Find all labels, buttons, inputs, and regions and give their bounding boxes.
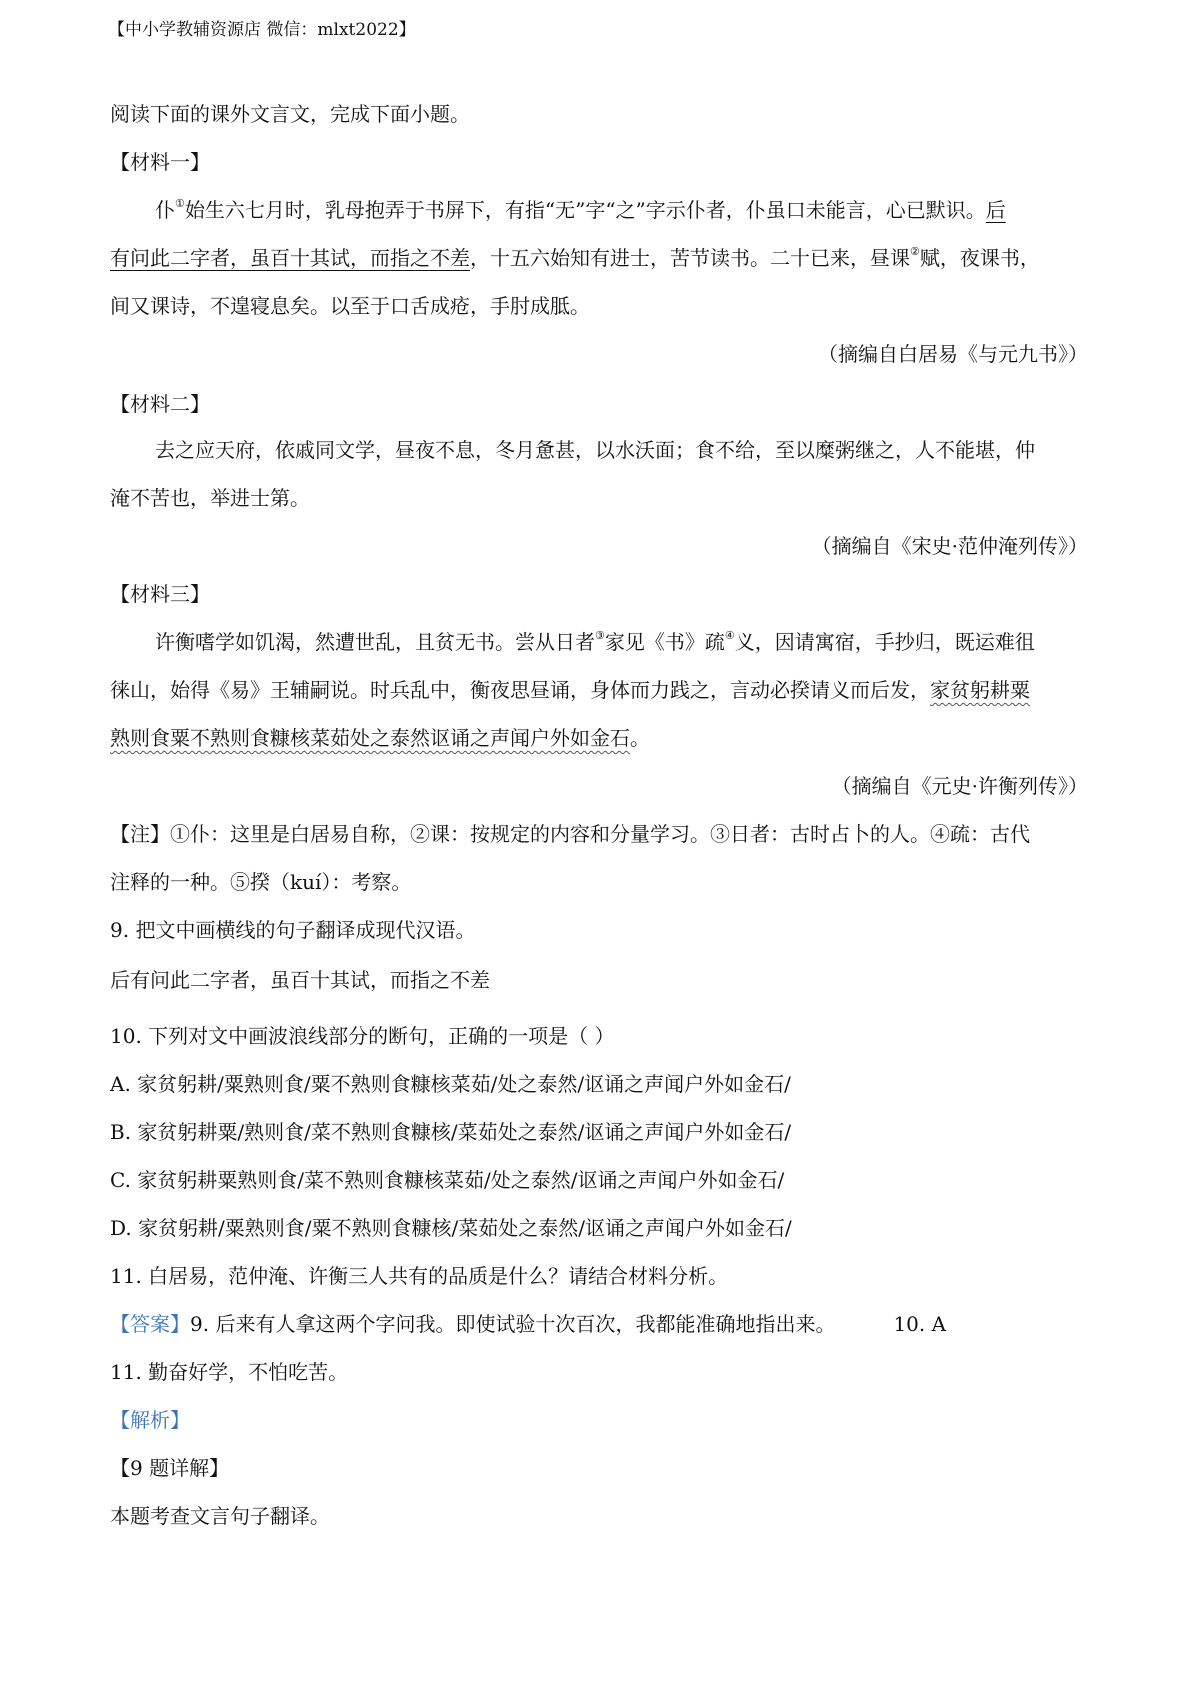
question-10-option-d: D. 家贫躬耕/粟熟则食/粟不熟则食糠核/菜茹处之泰然/讴诵之声闻户外如金石/ — [110, 1216, 792, 1240]
analysis-text: 本题考查文言句子翻译。 — [110, 1504, 330, 1528]
intro-instruction: 阅读下面的课外文言文，完成下面小题。 — [110, 102, 470, 126]
material3-text: 徕山，始得《易》王辅嗣说。时兵乱中，衡夜思昼诵，身体而力践之，言动必揆请义而后发， — [110, 678, 930, 702]
material1-text: ，十五六始知有进士，苦节读书。二十已来，昼课 — [470, 246, 910, 270]
answer-line1 — [110, 1310, 946, 1338]
material3-line2 — [110, 676, 1030, 704]
material1-text: 始生六七月时，乳母抱弄于书屏下，有指“无”字“之”字示仆者，仆虽口未能言，心已默识。 — [184, 198, 986, 222]
footnote-marker: ② — [910, 245, 920, 259]
material3-line3 — [110, 724, 650, 752]
material1-line1 — [155, 196, 1006, 224]
question-10-option-b: B. 家贫躬耕粟/熟则食/菜不熟则食糠核/菜茹处之泰然/讴诵之声闻户外如金石/ — [110, 1120, 792, 1144]
footnote-marker: ④ — [724, 629, 735, 643]
notes-line2: 注释的一种。⑤揆（kuí）：考察。 — [110, 870, 412, 894]
notes-line1: 【注】①仆：这里是白居易自称，②课：按规定的内容和分量学习。③日者：古时占卜的人。④疏：古代 — [110, 822, 1030, 846]
analysis-subheading: 【9 题详解】 — [110, 1456, 230, 1480]
material3-source: （摘编自《元史·许衡列传》） — [831, 774, 1088, 798]
underlined-sentence: 后 — [985, 198, 1006, 222]
material3-text: 家见《书》疏 — [604, 630, 725, 654]
wavy-underlined-passage: 熟则食粟不熟则食糠核菜茹处之泰然讴诵之声闻户外如金石 — [110, 726, 630, 750]
question-9-sentence: 后有问此二字者，虽百十其试，而指之不差 — [110, 968, 490, 992]
wavy-underlined-passage: 家贫躬耕粟 — [930, 678, 1030, 702]
question-9-prompt: 9. 把文中画横线的句子翻译成现代汉语。 — [110, 918, 476, 942]
footnote-marker: ③ — [595, 629, 605, 643]
material1-text: 仆 — [155, 198, 175, 222]
material3-heading: 【材料三】 — [110, 582, 210, 606]
material3-text: 义，因请寓宿，手抄归，既运难徂 — [734, 630, 1035, 654]
analysis-label: 【解析】 — [110, 1408, 190, 1432]
material3-line1 — [155, 628, 1035, 656]
answer-label: 【答案】 — [110, 1312, 190, 1336]
page-header: 【中小学教辅资源店 微信：mlxt2022】 — [108, 20, 416, 40]
material1-source: （摘编自白居易《与元九书》） — [818, 342, 1088, 366]
material1-heading: 【材料一】 — [110, 150, 210, 174]
material3-text: 。 — [630, 726, 650, 750]
question-10-prompt: 10. 下列对文中画波浪线部分的断句，正确的一项是（ ） — [110, 1024, 615, 1048]
material1-text: 赋，夜课书， — [919, 246, 1040, 270]
material3-text: 许衡嗜学如饥渴，然遭世乱，且贫无书。尝从日者 — [155, 630, 595, 654]
question-10-option-c: C. 家贫躬耕粟熟则食/菜不熟则食糠核菜茹/处之泰然/讴诵之声闻户外如金石/ — [110, 1168, 785, 1192]
question-10-option-a: A. 家贫躬耕/粟熟则食/粟不熟则食糠核菜茹/处之泰然/讴诵之声闻户外如金石/ — [110, 1072, 791, 1096]
material1-line3: 间又课诗，不遑寝息矣。以至于口舌成疮，手肘成胝。 — [110, 294, 590, 318]
answer-9: 9. 后来有人拿这两个字问我。即使试验十次百次，我都能准确地指出来。 — [190, 1312, 836, 1336]
material2-heading: 【材料二】 — [110, 392, 210, 416]
material2-line1: 去之应天府，依戚同文学，昼夜不息，冬月惫甚，以水沃面；食不给，至以糜粥继之，人不能堪，仲 — [155, 438, 1035, 462]
footnote-marker: ① — [175, 197, 185, 211]
question-11-prompt: 11. 白居易，范仲淹、许衡三人共有的品质是什么？请结合材料分析。 — [110, 1264, 729, 1288]
answer-10: 10. A — [893, 1312, 947, 1336]
material2-line2: 淹不苦也，举进士第。 — [110, 486, 310, 510]
material2-source: （摘编自《宋史·范仲淹列传》） — [811, 534, 1088, 558]
material1-line2 — [110, 244, 1040, 272]
answer-11: 11. 勤奋好学，不怕吃苦。 — [110, 1360, 349, 1384]
underlined-sentence: 有问此二字者，虽百十其试，而指之不差 — [110, 246, 470, 270]
